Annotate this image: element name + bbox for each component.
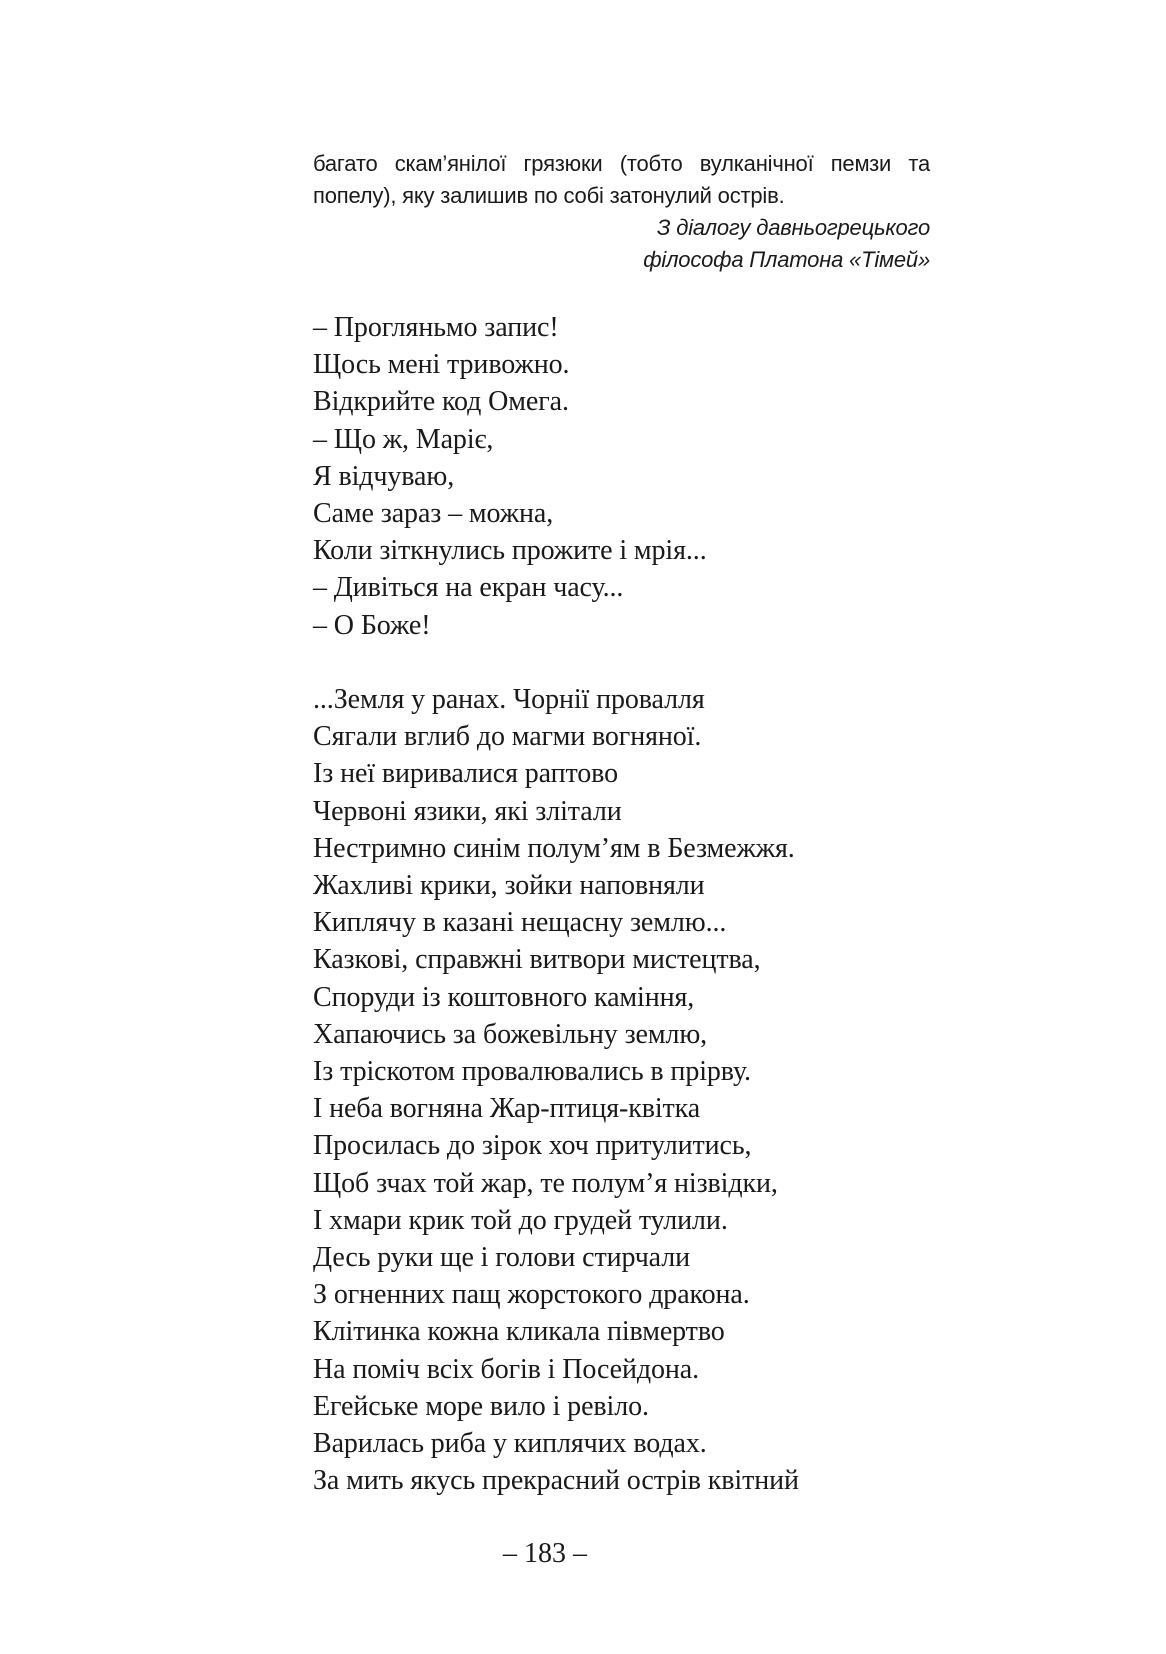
poem-line: Я відчуваю, [313,460,455,492]
poem-line: – О Боже! [313,609,431,641]
poem-line: За мить якусь прекрасний острів квітний [313,1465,799,1497]
epigraph [313,148,930,276]
poem-line: Жахливі крики, зойки наповняли [313,870,705,902]
poem-line: Просилась до зірок хоч притулитись, [313,1130,752,1162]
poem-line: Щоб зчах той жар, те полум’я нізвідки, [313,1167,778,1199]
poem-line: На поміч всіх богів і Посейдона. [313,1353,700,1385]
poem-line: Киплячу в казані нещасну землю... [313,907,727,939]
poem-line: Хапаючись за божевільну землю, [313,1018,708,1050]
poem-line: Із неї виривалися раптово [313,758,618,790]
page-number: – 183 – [503,1538,587,1569]
poem-stanza-catastrophe [313,681,799,1499]
poem-line: Щось мені тривожно. [313,349,570,381]
poem-line: Із тріскотом провалювались в прірву. [313,1056,751,1088]
poem-line: З огненних пащ жорстокого дракона. [313,1279,750,1311]
poem-line: І неба вогняна Жар-птиця-квітка [313,1093,701,1125]
poem-line: І хмари крик той до грудей тулили. [313,1204,728,1236]
poem-stanza-dialogue [313,309,707,644]
poem-line: Саме зараз – можна, [313,498,554,530]
poem-line: Варилась риба у киплячих водах. [313,1428,707,1460]
poem-line: – Що ж, Маріє, [313,423,494,455]
epigraph-text: багато скам’янілої грязюки (тобто вулканічної пемзи та попелу), яку залишив по собі затонулий острів. [313,151,930,208]
poem-line: ...Земля у ранах. Чорнії провалля [313,684,705,715]
poem-line: Егейське море вило і ревіло. [313,1390,649,1422]
poem-line: Нестримно синім полум’ям в Безмежжя. [313,832,795,864]
poem-line: Клітинка кожна кликала півмертво [313,1316,725,1348]
poem-line: Коли зіткнулись прожите і мрія... [313,535,707,567]
epigraph-source-line: З діалогу давньогрецького [657,215,930,240]
poem-line: – Прогляньмо запис! [313,312,559,343]
epigraph-source [313,212,930,276]
poem-line: Червоні язики, які злітали [313,795,622,827]
poem-line: Сягали вглиб до магми вогняної. [313,721,702,753]
epigraph-source-line: філософа Платона «Тімей» [643,247,930,272]
poem-line: Десь руки ще і голови стирчали [313,1242,691,1274]
poem-line: Казкові, справжні витвори мистецтва, [313,944,761,976]
poem-line: – Дивіться на екран часу... [313,572,624,604]
poem-line: Споруди із коштовного каміння, [313,981,695,1013]
poem-line: Відкрийте код Омега. [313,386,569,418]
